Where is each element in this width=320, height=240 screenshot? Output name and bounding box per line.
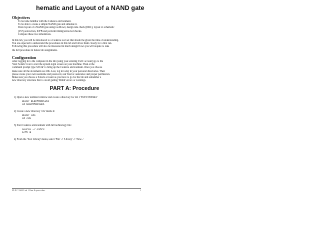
footer-left-text: ELEC 5500 Lab 1 Run & procedure: [12, 190, 46, 192]
objective-line: (LVS) extraction, ICFB and perform timing/extracted checks.: [18, 29, 82, 33]
part-a-title: PART A: Procedure: [49, 86, 100, 92]
intro-line: Following this procedure will also be interested in much design flows you will require to take: [12, 45, 110, 49]
objective-line: Draw layout of a NAND gate using toolflows; design rule check (DRC), layout vs schematic: [18, 26, 115, 30]
configuration-line: make sure all the documents are OK. Last, log in today in your personal directories. Then: [12, 69, 105, 73]
code-block: [22, 100, 102, 106]
configuration-line: Make sure you choose a Solaris account as you have to go for the lab and remember a: [12, 76, 102, 79]
code-line: source ~/.cshrc: [22, 128, 45, 131]
procedure-step: 1) Open a new terminal window and create a directory for lab 1 'ELEC5500lab1': [14, 96, 98, 99]
intro-line: You are expected to understand the procedures in this lab and follow them closely for a first run.: [12, 42, 113, 46]
code-line: cd ELEC5500lab1: [22, 103, 45, 107]
configuration-line: new directory structure first to avoid getting 'libInit' errors or warnings.: [12, 79, 87, 83]
objective-line: To become familiar with the Cadence environment.: [18, 20, 72, 23]
objective-line: To be able to create a simple NAND gate and simulate it.: [18, 23, 78, 27]
objective-line: Compare these two simulations.: [18, 32, 52, 36]
procedure-step: 4) From the 'Tool Library' menu, select 'File' -> 'Library' -> 'New...': [14, 138, 84, 141]
intro-line: In this lab, you will be introduced to a Cadence tool set that should be given the time of understanding.: [12, 39, 119, 42]
objectives-heading: Objectives: [12, 15, 30, 20]
intro-line: the full procedure in future lab assignments.: [12, 48, 58, 52]
configuration-line: please create your own username and password, ask TAs for assistance and proper permission.: [12, 72, 111, 76]
code-block: [22, 128, 102, 134]
document-title: hematic and Layout of a NAND gate: [36, 5, 145, 12]
configuration-line: 'Start Solaris' icon to start the system login screen on your machine. Then at the: [12, 63, 95, 67]
configuration-heading: Configuration: [12, 55, 37, 60]
page-number: 1: [139, 190, 141, 192]
document-page: [0, 0, 149, 198]
code-line: cd cds: [22, 117, 32, 121]
code-line: mkdir cds: [22, 114, 36, 117]
configuration-line: command prompt type 'icfb &' to bring up the Cadence environment. Once you choose: [12, 66, 103, 70]
procedure-step: 3) Start Cadence environment with full technology file:: [14, 124, 72, 127]
code-line: icfb &: [22, 131, 32, 135]
configuration-line: After logging in to the computer in the lab (using your existing UofC account) go to the: [12, 60, 104, 63]
code-block: [22, 114, 102, 120]
page-footer: [12, 188, 141, 193]
code-line: mkdir ELEC5500lab1: [22, 100, 50, 103]
procedure-step: 2) Create a new directory 'cds' inside it:: [14, 110, 56, 113]
